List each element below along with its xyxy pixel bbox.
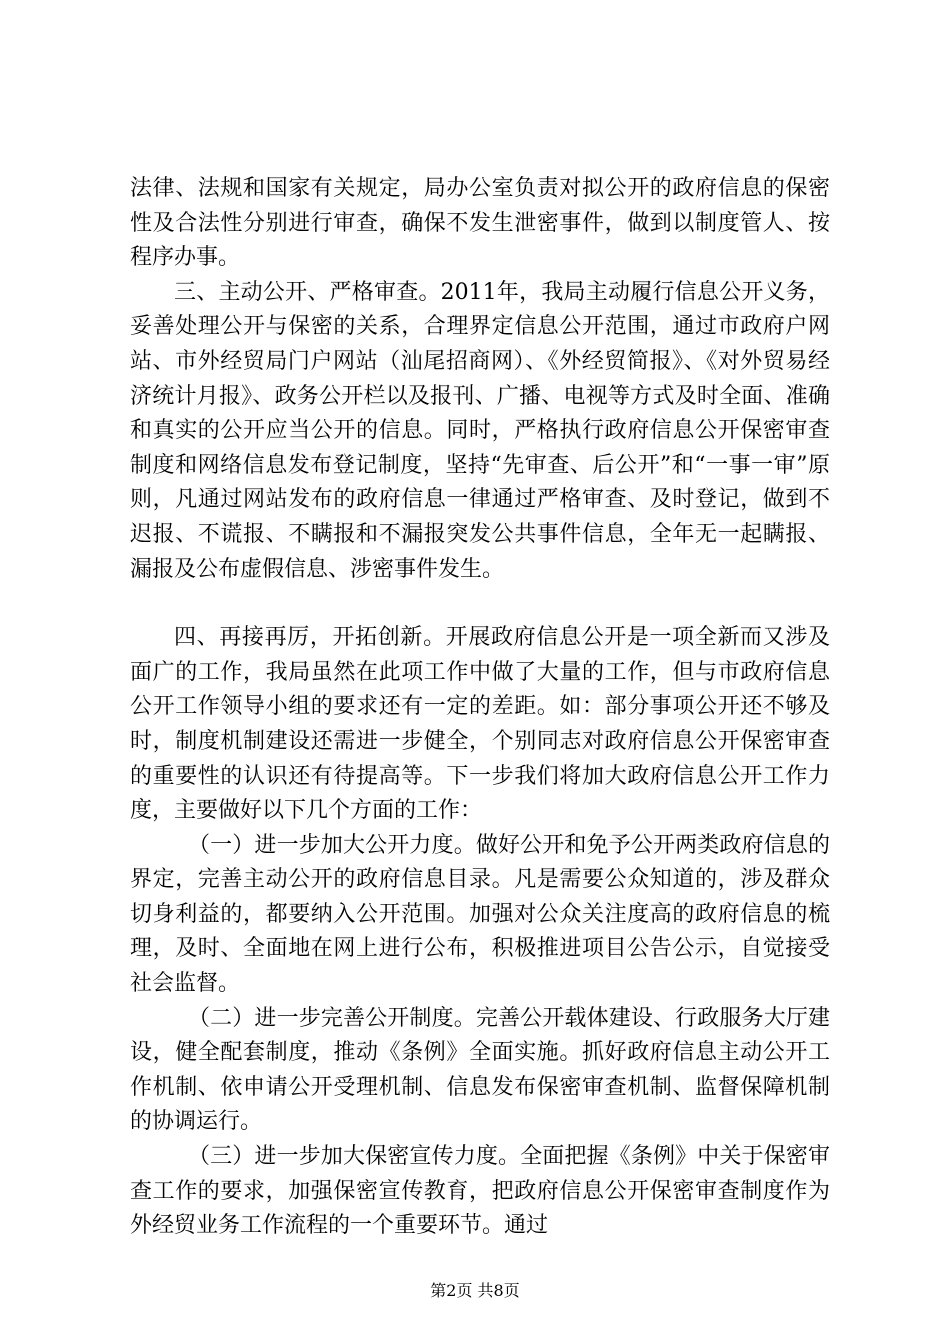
paragraph-item-1: （一）进一步加大公开力度。做好公开和免予公开两类政府信息的界定，完善主动公开的政府信息目录。凡是需要公众知道的，涉及群众切身利益的，都要纳入公开范围。加强对公众关注度高的政府信息的梳理，及时、全面地在网上进行公布，积极推进项目公告公示，自觉接受社会监督。 [130, 832, 830, 997]
page-number-footer: 第2页 共8页 [430, 1281, 520, 1300]
document-body [130, 172, 830, 1244]
paragraph-item-2: （二）进一步完善公开制度。完善公开载体建设、行政服务大厅建设，健全配套制度，推动《条例》全面实施。抓好政府信息主动公开工作机制、依申请公开受理机制、信息发布保密审查机制、监督保障机制的协调运行。 [130, 1005, 830, 1135]
paragraph-continuation: 法律、法规和国家有关规定，局办公室负责对拟公开的政府信息的保密性及合法性分别进行审查，确保不发生泄密事件，做到以制度管人、按程序办事。 [130, 176, 830, 271]
paragraph-section-3: 三、主动公开、严格审查。2011年，我局主动履行信息公开义务，妥善处理公开与保密的关系，合理界定信息公开范围，通过市政府户网站、市外经贸局门户网站（汕尾招商网）、《外经贸简报》、《对外贸易经济统计月报》、政务公开栏以及报刊、广播、电视等方式及时全面、准确和真实的公开应当公开的信息。同时，严格执行政府信息公开保密审查制度和网络信息发布登记制度，坚持“先审查、后公开”和“一事一审”原则，凡通过网站发布的政府信息一律通过严格审查、及时登记，做到不迟报、不谎报、不瞒报和不漏报突发公共事件信息，全年无一起瞒报、漏报及公布虚假信息、涉密事件发生。 [130, 279, 830, 582]
paragraph-gap [130, 587, 830, 621]
paragraph-item-3: （三）进一步加大保密宣传力度。全面把握《条例》中关于保密审查工作的要求，加强保密宣传教育，把政府信息公开保密审查制度作为外经贸业务工作流程的一个重要环节。通过 [130, 1144, 830, 1239]
paragraph-section-4: 四、再接再厉，开拓创新。开展政府信息公开是一项全新而又涉及面广的工作，我局虽然在此项工作中做了大量的工作，但与市政府信息公开工作领导小组的要求还有一定的差距。如：部分事项公开还不够及时，制度机制建设还需进一步健全，个别同志对政府信息公开保密审查的重要性的认识还有待提高等。下一步我们将加大政府信息公开工作力度，主要做好以下几个方面的工作： [130, 625, 830, 824]
